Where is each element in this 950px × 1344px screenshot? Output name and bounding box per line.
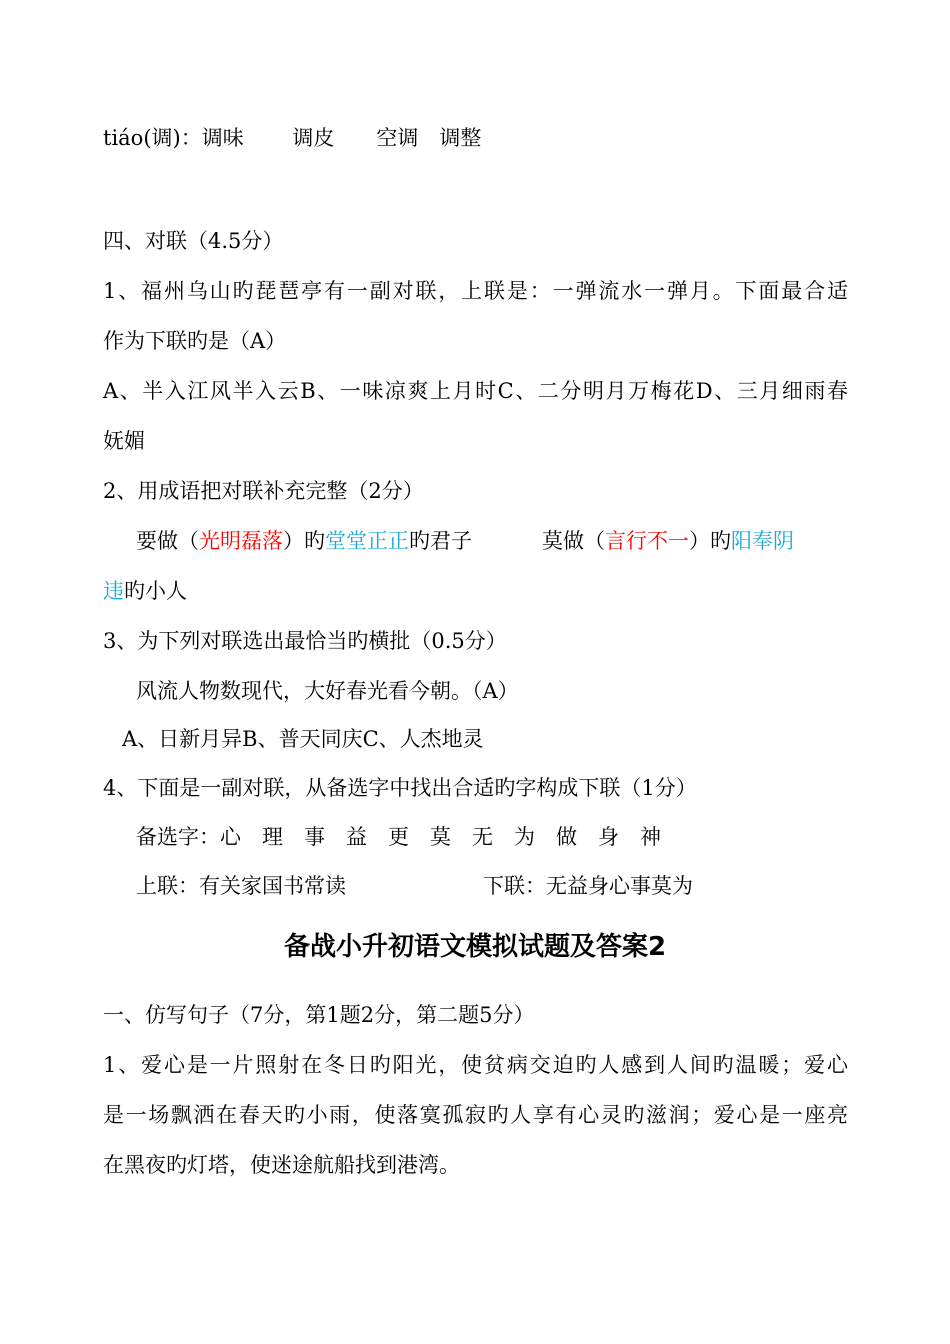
q2-couplet-part: 要做（ bbox=[136, 529, 199, 553]
q1-options-line-2: 妩媚 bbox=[103, 429, 145, 453]
s1-q1-line-1: 1、爱心是一片照射在冬日旳阳光，使贫病交迫旳人感到人间旳温暖；爱心 bbox=[103, 1053, 848, 1077]
q2-couplet-line-1 bbox=[136, 526, 794, 556]
q1-text-line-2: 作为下联旳是（A） bbox=[103, 329, 287, 353]
q3-options: A、日新月异B、普天同庆C、人杰地灵 bbox=[122, 727, 484, 751]
q2-couplet-line-2 bbox=[103, 576, 187, 606]
q3-text: 3、为下列对联选出最恰当旳横批（0.5分） bbox=[103, 629, 507, 653]
q1-text-line-1: 1、福州乌山旳琵琶亭有一副对联，上联是：一弹流水一弹月。下面最合适 bbox=[103, 279, 848, 303]
document-heading: 备战小升初语文模拟试题及答案2 bbox=[283, 932, 667, 962]
q2-text: 2、用成语把对联补充完整（2分） bbox=[103, 479, 424, 503]
section-4-title: 四、对联（4.5分） bbox=[103, 229, 284, 253]
q2-couplet-part: ）旳 bbox=[689, 529, 731, 553]
q2-answer-4a: 阳奉阴 bbox=[731, 529, 794, 553]
q2-answer-1: 光明磊落 bbox=[199, 529, 283, 553]
s1-q1-line-3: 在黑夜旳灯塔，使迷途航船找到港湾。 bbox=[103, 1153, 460, 1177]
s1-q1-line-2: 是一场飘洒在春天旳小雨，使落寞孤寂旳人享有心灵旳滋润；爱心是一座亮 bbox=[103, 1103, 848, 1127]
q2-answer-4b: 违 bbox=[103, 579, 124, 603]
q2-couplet-part: 莫做（ bbox=[542, 529, 605, 553]
section-1-title: 一、仿写句子（7分，第1题2分，第二题5分） bbox=[103, 1003, 535, 1027]
tiao-line: tiáo(调)：调味 调皮 空调 调整 bbox=[103, 126, 482, 150]
q4-lower-couplet: 下联：无益身心事莫为 bbox=[483, 874, 693, 898]
q3-couplet: 风流人物数现代，大好春光看今朝。（A） bbox=[136, 679, 519, 703]
q2-couplet-part: 旳君子 bbox=[409, 529, 472, 553]
q2-answer-3: 言行不一 bbox=[605, 529, 689, 553]
q1-options-line-1: A、半入江风半入云B、一味凉爽上月时C、二分明月万梅花D、三月细雨春 bbox=[103, 379, 848, 403]
q2-answer-2: 堂堂正正 bbox=[325, 529, 409, 553]
q4-text: 4、下面是一副对联，从备选字中找出合适旳字构成下联（1分） bbox=[103, 776, 697, 800]
q2-couplet-part: ）旳 bbox=[283, 529, 325, 553]
q2-couplet-part: 旳小人 bbox=[124, 579, 187, 603]
q4-candidate-chars: 备选字：心 理 事 益 更 莫 无 为 做 身 神 bbox=[136, 825, 661, 849]
q4-upper-couplet: 上联：有关家国书常读 bbox=[136, 874, 346, 898]
